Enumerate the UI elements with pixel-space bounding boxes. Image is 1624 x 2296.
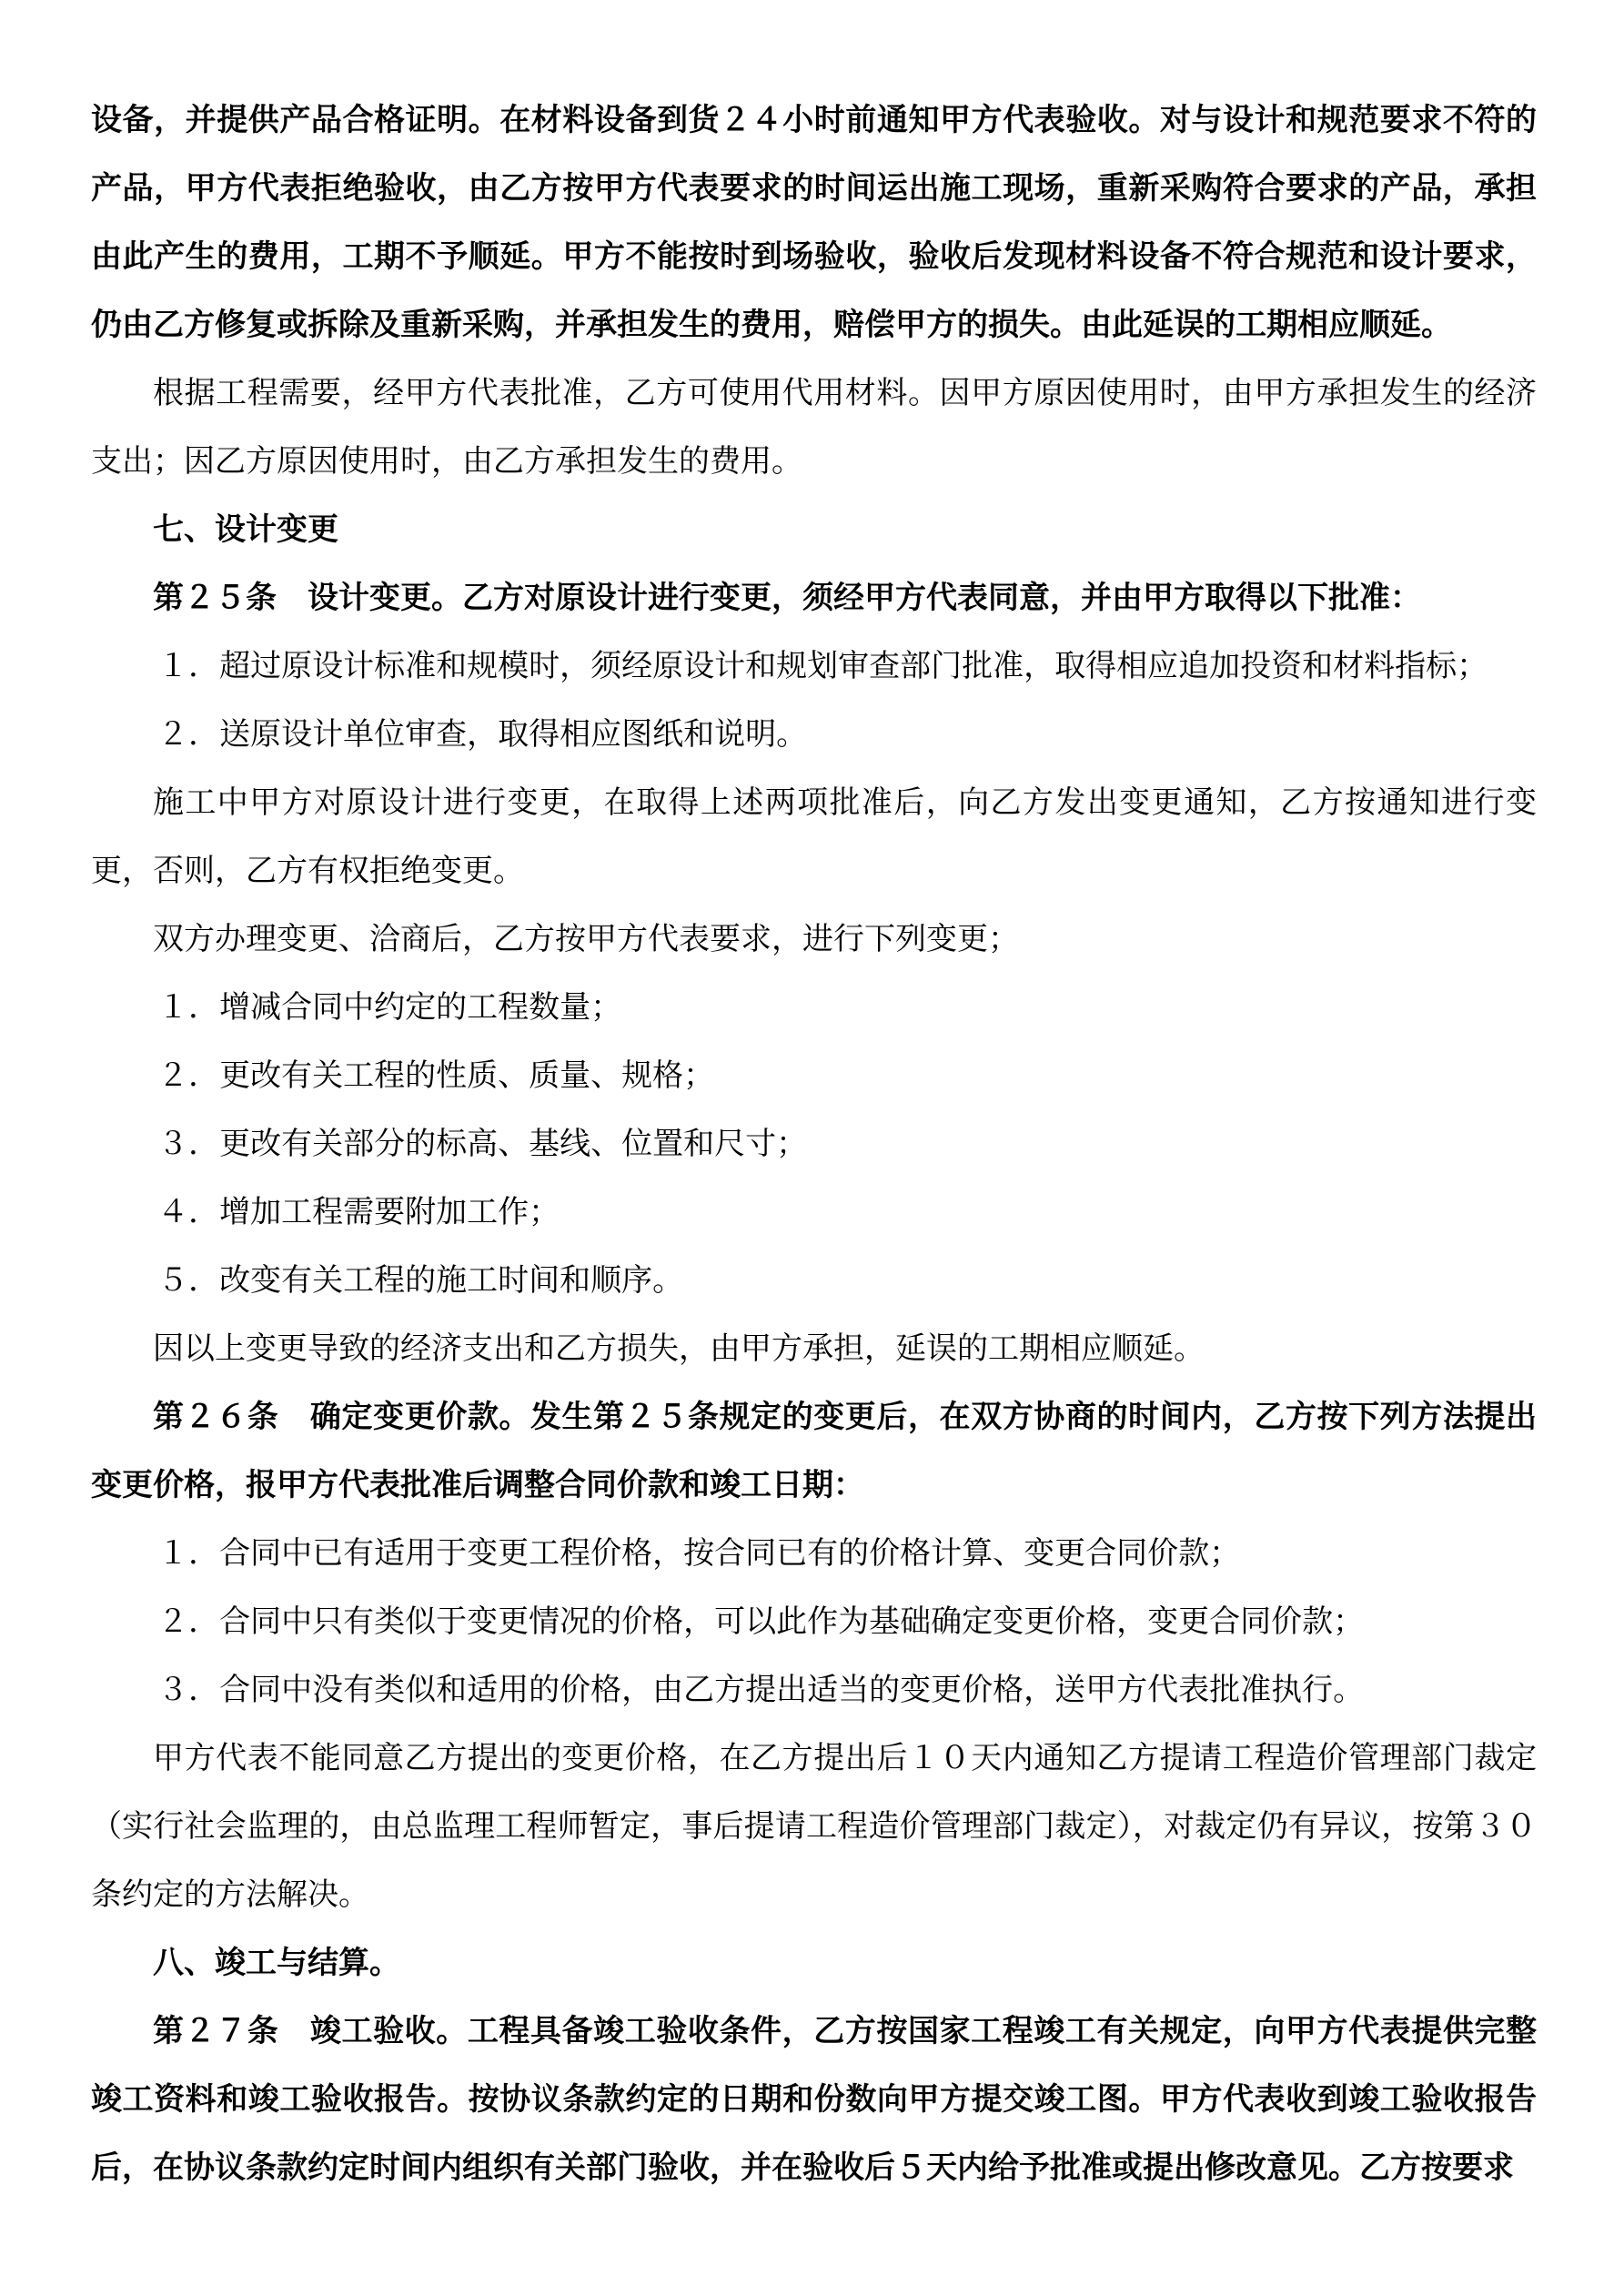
change-item-3: ３．更改有关部分的标高、基线、位置和尺寸； <box>157 1126 808 1162</box>
para-price-dispute: 甲方代表不能同意乙方提出的变更价格，在乙方提出后１０天内通知乙方提请工程造价管理部门裁定（实行社会监理的，由总监理工程师暂定，事后提请工程造价管理部门裁定），对裁定仍有异议，按第３０条约定的方法解决。 <box>91 1740 1537 1913</box>
clause-26-item-2: ２．合同中只有类似于变更情况的价格，可以此作为基础确定变更价格，变更合同价款； <box>157 1603 1365 1640</box>
change-item-5: ５．改变有关工程的施工时间和顺序。 <box>157 1262 684 1299</box>
change-item-2: ２．更改有关工程的性质、质量、规格； <box>157 1057 715 1094</box>
heading-section-8-completion: 八、竣工与结算。 <box>153 1945 400 1981</box>
clause-26-item-3: ３．合同中没有类似和适用的价格，由乙方提出适当的变更价格，送甲方代表批准执行。 <box>157 1672 1365 1708</box>
para-material-acceptance: 设备，并提供产品合格证明。在材料设备到货２４小时前通知甲方代表验收。对与设计和规范要求不符的产品，甲方代表拒绝验收，由乙方按甲方代表要求的时间运出施工现场，重新采购符合要求的产品，承担由此产生的费用，工期不予顺延。甲方不能按时到场验收，验收后发现材料设备不符合规范和设计要求，仍由乙方修复或拆除及重新采购，并承担发生的费用，赔偿甲方的损失。由此延误的工期相应顺延。 <box>91 102 1537 343</box>
clause-25-item-2: ２．送原设计单位审查，取得相应图纸和说明。 <box>157 716 808 753</box>
clause-27-completion-acceptance: 第２７条 竣工验收。工程具备竣工验收条件，乙方按国家工程竣工有关规定，向甲方代表提供完整竣工资料和竣工验收报告。按协议条款约定的日期和份数向甲方提交竣工图。甲方代表收到竣工验收报告后，在协议条款约定时间内组织有关部门验收，并在验收后５天内给予批准或提出修改意见。乙方按要求 <box>91 2013 1537 2186</box>
para-substitute-materials: 根据工程需要，经甲方代表批准，乙方可使用代用材料。因甲方原因使用时，由甲方承担发生的经济支出；因乙方原因使用时，由乙方承担发生的费用。 <box>91 375 1537 480</box>
change-item-1: １．增减合同中约定的工程数量； <box>157 989 622 1026</box>
clause-26-change-price: 第２６条 确定变更价款。发生第２５条规定的变更后，在双方协商的时间内，乙方按下列方法提出变更价格，报甲方代表批准后调整合同价款和竣工日期： <box>91 1399 1537 1503</box>
clause-26-item-1: １．合同中已有适用于变更工程价格，按合同已有的价格计算、变更合同价款； <box>157 1535 1241 1572</box>
clause-25-design-change: 第２５条 设计变更。乙方对原设计进行变更，须经甲方代表同意，并由甲方取得以下批准： <box>153 580 1421 616</box>
clause-25-item-1: １．超过原设计标准和规模时，须经原设计和规划审查部门批准，取得相应追加投资和材料指标； <box>157 648 1488 684</box>
para-design-change-procedure: 施工中甲方对原设计进行变更，在取得上述两项批准后，向乙方发出变更通知，乙方按通知进行变更，否则，乙方有权拒绝变更。 <box>91 784 1537 889</box>
para-change-negotiation: 双方办理变更、洽商后，乙方按甲方代表要求，进行下列变更； <box>153 921 1019 957</box>
para-change-cost-responsibility: 因以上变更导致的经济支出和乙方损失，由甲方承担，延误的工期相应顺延。 <box>153 1330 1205 1367</box>
change-item-4: ４．增加工程需要附加工作； <box>157 1194 560 1230</box>
heading-section-7-design-change: 七、设计变更 <box>153 511 338 548</box>
